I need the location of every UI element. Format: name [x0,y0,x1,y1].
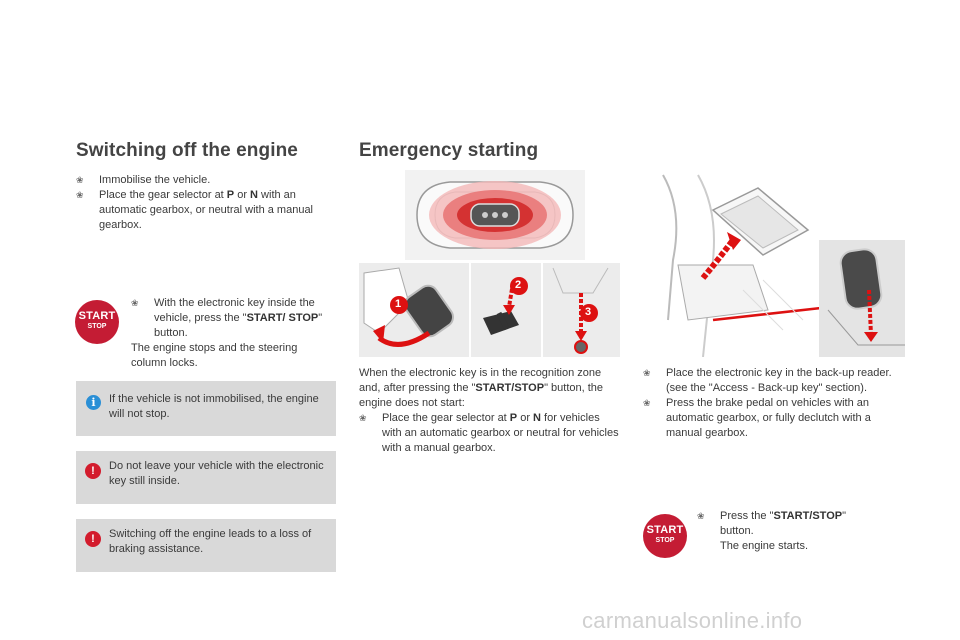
list-item [359,411,621,456]
list-item [643,366,905,396]
press-start-instruction [697,509,877,554]
step-text: or [234,189,251,201]
bullet-icon: ❀ [76,175,84,185]
info-icon: i [86,395,101,410]
gear-p: P [226,189,235,201]
bullet-icon: ❀ [697,511,705,521]
intro-part: When the electronic key is in the recognition zone and, after pressing the " [359,367,602,394]
list-item [697,509,877,539]
step-text: Immobilise the vehicle. [99,174,211,186]
button-name: START/STOP [773,510,843,522]
start-stop-instruction [131,296,326,371]
note-text: If the vehicle is not immobilised, the engine will not stop. [109,393,319,420]
step-text: " button. [720,510,846,537]
bullet-icon: ❀ [131,298,139,308]
step-text: for vehicles with an automatic gearbox or neutral for vehicles with a manual gearbox. [382,412,619,454]
info-note [76,381,336,436]
step-number: 1 [395,298,402,310]
button-name: START/STOP [475,382,545,394]
warning-icon: ! [85,531,101,547]
start-stop-button-icon [75,300,119,344]
step-text: Place the gear selector at [382,412,510,424]
watermark: carmanualsonline.info [582,608,803,633]
list-item [643,396,905,441]
bullet-icon: ❀ [643,368,651,378]
bullet-icon: ❀ [643,398,651,408]
step-2-brake-illustration [471,263,541,357]
step-text: with an automatic gearbox, or neutral with a manual gearbox. [99,189,314,231]
intro-text [359,366,621,411]
stop-label: STOP [655,537,675,544]
step-text: or [517,412,534,424]
step-number: 3 [585,306,592,318]
start-stop-button-icon [643,514,687,558]
start-label: START [78,310,116,322]
backup-steps [643,366,905,441]
intro-part: " button, the engine does not start: [359,382,604,409]
bullet-icon: ❀ [359,413,367,423]
note-text: Switching off the engine leads to a loss of braking assistance. [109,528,312,555]
result-text: The engine starts. [720,540,809,552]
button-name: START/ STOP [246,312,319,324]
result-text: The engine stops and the steering column locks. [131,342,298,369]
list-item [131,296,326,341]
start-label: START [646,524,684,536]
car-top-view-illustration [405,170,585,260]
section-title-switching-off: Switching off the engine [76,140,298,161]
step-text: Press the brake pedal on vehicles with an automatic gearbox, or fully declutch with a manual gearbox. [666,397,871,439]
emergency-intro [359,366,621,456]
step-text: Place the gear selector at [99,189,227,201]
switch-off-steps [76,173,326,233]
backup-reader-illustration [643,170,905,357]
warning-icon: ! [85,463,101,479]
gear-p: P [509,412,518,424]
list-item [76,173,326,188]
step-text: Place the electronic key in the back-up reader. (see the "Access - Back-up key" section). [666,367,892,394]
section-title-emergency-starting: Emergency starting [359,140,539,161]
step-text: With the electronic key inside the vehicle, press the " [154,297,315,324]
step-1-key-illustration [359,263,469,357]
list-item [76,188,326,233]
gear-n: N [533,412,541,424]
bullet-icon: ❀ [76,190,84,200]
step-text: " button. [154,312,323,339]
stop-label: STOP [87,323,107,330]
note-text: Do not leave your vehicle with the electronic key still inside. [109,460,324,487]
step-text: Press the " [720,510,774,522]
gear-n: N [250,189,258,201]
step-number: 2 [515,279,522,291]
step-3-button-illustration [543,263,620,357]
warning-note [76,451,336,504]
warning-note [76,519,336,572]
